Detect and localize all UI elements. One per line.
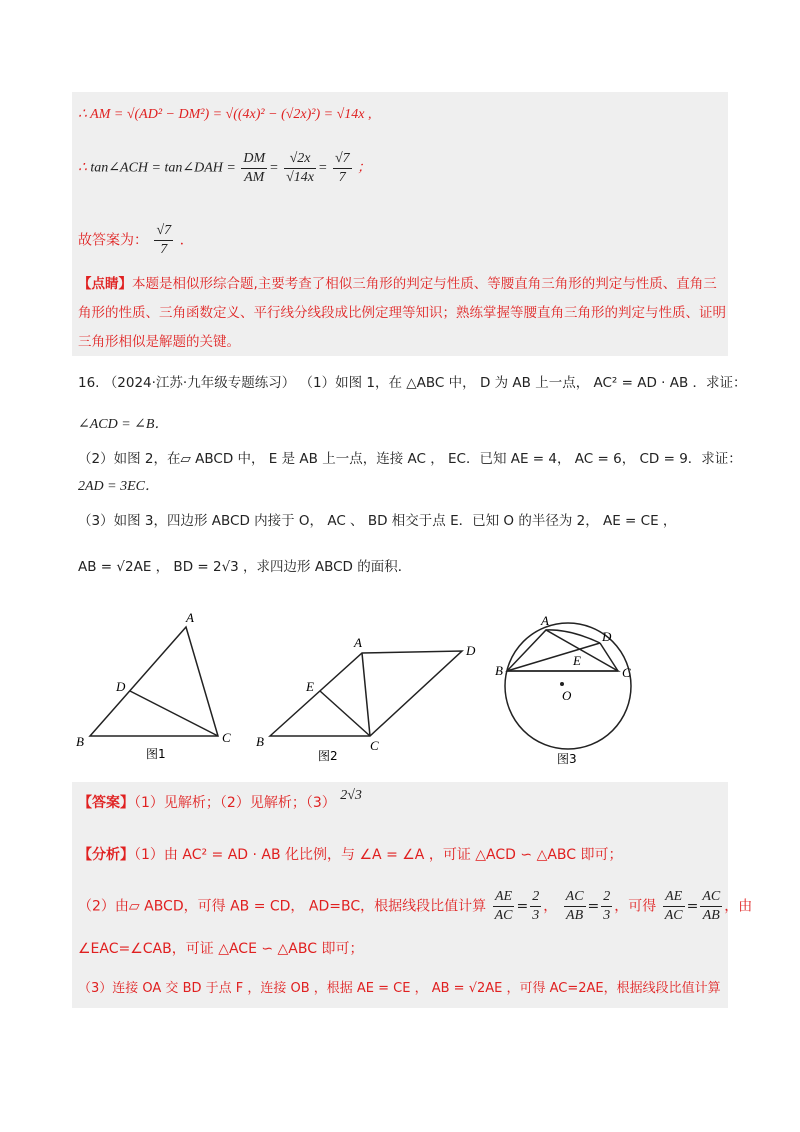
problem-part3-line1: （3）如图 3，四边形 ABCD 内接于 O， AC 、 BD 相交于点 E．已知 O 的半径为 2， AE = CE ， — [78, 513, 677, 529]
fraction-ac-ab-2: $\frac{AC}{AB}$ — [702, 889, 721, 923]
problem-part2-line1: （2）如图 2，在▱ ABCD 中， E 是 AB 上一点，连接 AC ， EC．已知 AE = 4， AC = 6， CD = 9．求证： — [78, 451, 742, 467]
fraction-root2x-root14x: $\frac{√2x}{√14x}$ — [286, 151, 314, 185]
analysis-part1: （1）由 AC² = AD · AB 化比例，与 ∠A = ∠A ，可证 △ACD ∽ △ABC 即可； — [134, 847, 623, 863]
fig3-label-d: D — [602, 629, 612, 644]
fraction-ae-ac: $\frac{AE}{AC}$ — [494, 889, 513, 923]
fig1-caption: 图1 — [146, 747, 166, 761]
fraction-2-3-a: $\frac{2}{3}$ — [532, 889, 540, 923]
fraction-root7-7: $\frac{√7}{7}$ — [334, 151, 350, 185]
figures — [70, 605, 730, 775]
answer-line — [78, 788, 362, 815]
problem-header-line — [78, 372, 747, 394]
fig3-label-e: E — [573, 653, 581, 668]
solution-tan-line: ∴ tan∠ACH = tan∠DAH = $\frac{DM}{AM}$ = $\frac{√2x}{√14x}$ = $\frac{√7}{7}$ ； — [78, 151, 372, 185]
fraction-ae-ac-2: $\frac{AE}{AC}$ — [664, 889, 683, 923]
figure-3 — [495, 613, 631, 766]
problem-part1-line2: ∠ACD = ∠B． — [78, 417, 169, 432]
answer-text: （1）见解析；（2）见解析；（3） — [134, 795, 336, 811]
final-answer-line: 故答案为： $\frac{√7}{7}$ . — [78, 223, 185, 257]
fraction-2-3-b: $\frac{2}{3}$ — [603, 889, 611, 923]
analysis-line4: （3）连接 OA 交 BD 于点 F ，连接 OB ，根据 AE = CE ， AB = √2AE ，可得 AC=2AE，根据线段比值计算 — [78, 981, 721, 996]
problem-number: 16. — [78, 375, 100, 391]
analysis-line1 — [78, 844, 623, 866]
answer-value: 2√3 — [340, 788, 362, 803]
answer-fraction: $\frac{√7}{7}$ — [156, 223, 172, 257]
fig1-label-d: D — [116, 679, 126, 694]
fig2-label-a: A — [354, 635, 362, 650]
fig2-label-d: D — [466, 643, 476, 658]
answer-label: 【答案】 — [78, 795, 134, 811]
fig2-label-b: B — [256, 734, 264, 749]
tan-expression: tan∠ACH = tan∠DAH = — [90, 160, 236, 176]
fraction-ac-ab: $\frac{AC}{AB}$ — [565, 889, 584, 923]
fraction-dm-am: $\frac{DM}{AM}$ — [243, 151, 266, 185]
figure-2 — [256, 635, 476, 763]
analysis-line3: ∠EAC=∠CAB，可证 △ACE ∽ △ABC 即可； — [78, 941, 364, 957]
problem-part1-line1: （1）如图 1，在 △ABC 中， D 为 AB 上一点， AC² = AD · AB ．求证： — [299, 375, 747, 391]
comment-label: 【点睛】 — [78, 276, 132, 292]
fig3-caption: 图3 — [557, 752, 577, 766]
fig2-label-c: C — [370, 738, 379, 753]
therefore-symbol: ∴ — [78, 160, 87, 176]
fig3-label-c: C — [622, 665, 631, 680]
fig1-label-b: B — [76, 734, 84, 749]
fig1-label-a: A — [186, 610, 194, 625]
fig2-label-e: E — [306, 679, 314, 694]
comment-block — [78, 270, 726, 357]
problem-source: （2024·江苏·九年级专题练习） — [103, 375, 296, 391]
fig3-label-o: O — [562, 688, 572, 703]
solution-am-line — [78, 106, 372, 123]
fig1-label-c: C — [222, 730, 231, 745]
figure-1 — [76, 610, 231, 761]
am-equation: ∴ AM = √(AD² − DM²) = √((4x)² − (√2x)²) = √14x , — [78, 107, 372, 122]
fig3-label-b: B — [495, 663, 503, 678]
comment-text: 本题是相似形综合题,主要考查了相似三角形的判定与性质、等腰直角三角形的判定与性质、直角三角形的性质、三角函数定义、平行线分线段成比例定理等知识；熟练掌握等腰直角三角形的判定与性质、证明三角形相似是解题的关键。 — [78, 276, 726, 350]
problem-part2-line2: 2AD = 3EC． — [78, 479, 159, 494]
fig2-caption: 图2 — [318, 749, 338, 763]
analysis-line2: （2）由▱ ABCD，可得 AB = CD， AD=BC，根据线段比值计算 $\frac{AE}{AC}$ = $\frac{2}{3}$ ， $\frac{AC}{AB}$ = $\frac{2}{3}$ ，可得 $\frac{AE}{AC}$ = $\frac{AC}{AB}$ ，由 — [78, 889, 753, 923]
problem-part3-line2: AB = √2AE ， BD = 2√3 ，求四边形 ABCD 的面积． — [78, 559, 412, 575]
fig3-label-a: A — [541, 613, 549, 628]
analysis-label: 【分析】 — [78, 847, 134, 863]
